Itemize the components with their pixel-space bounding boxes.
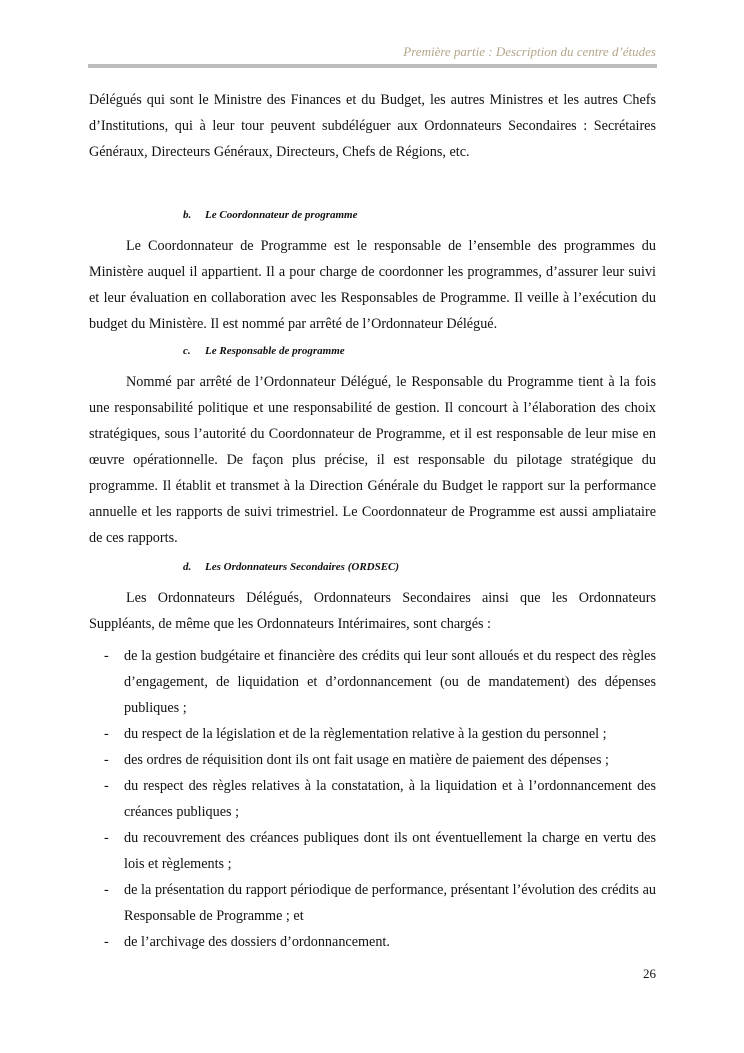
page-body — [89, 87, 656, 955]
list-item — [89, 877, 656, 929]
section-title: Le Coordonnateur de programme — [205, 209, 358, 221]
section-letter: b. — [183, 209, 192, 221]
section-paragraph-coordonnateur: Le Coordonnateur de Programme est le responsable de l’ensemble des programmes du Ministère auquel il appartient. Il a pour charge de coordonner les programmes, d’assurer leur suivi et leur évaluation en collaboration avec les Responsables de Programme. Il veille à l’exécution du budget du Ministère. Il est nommé par arrêté de l’Ordonnateur Délégué. — [89, 238, 656, 332]
list-item-text: de la gestion budgétaire et financière des crédits qui leur sont alloués et du respect des règles d’engagement, de liquidation et d’ordonnancement (ou de mandatement) des dépenses publiques ; — [124, 648, 656, 716]
intro-paragraph: Délégués qui sont le Ministre des Finances et du Budget, les autres Ministres et les autres Chefs d’Institutions, qui à leur tour peuvent subdéléguer aux Ordonnateurs Secondaires : Secrétaires Généraux, Directeurs Généraux, Directeurs, Chefs de Régions, etc. — [89, 92, 656, 160]
list-item-text: du respect des règles relatives à la constatation, à la liquidation et à l’ordonnancement des créances publiques ; — [124, 778, 656, 820]
list-item-text: du recouvrement des créances publiques dont ils ont éventuellement la charge en vertu des lois et règlements ; — [124, 830, 656, 872]
running-header: Première partie : Description du centre d’études — [403, 44, 656, 59]
section-heading-responsable — [89, 342, 656, 360]
list-item — [89, 747, 656, 773]
list-item-text: du respect de la législation et de la règlementation relative à la gestion du personnel ; — [124, 726, 607, 742]
list-bullet: - — [104, 752, 109, 768]
list-bullet: - — [104, 726, 109, 742]
section-letter: d. — [183, 561, 192, 573]
section-heading-ordsec — [89, 558, 656, 576]
list-item — [89, 721, 656, 747]
page-number: 26 — [643, 966, 656, 981]
list-bullet: - — [104, 648, 109, 664]
section-letter: c. — [183, 345, 191, 357]
list-item — [89, 773, 656, 825]
list-item — [89, 929, 656, 955]
list-bullet: - — [104, 778, 109, 794]
section-title: Les Ordonnateurs Secondaires (ORDSEC) — [205, 561, 400, 573]
list-item-text: des ordres de réquisition dont ils ont fait usage en matière de paiement des dépenses ; — [124, 752, 609, 768]
list-item-text: de la présentation du rapport périodique de performance, présentant l’évolution des crédits au Responsable de Programme ; et — [124, 882, 656, 924]
header-rule — [88, 64, 657, 68]
list-bullet: - — [104, 830, 109, 846]
list-bullet: - — [104, 934, 109, 950]
list-item — [89, 825, 656, 877]
responsibilities-list — [89, 643, 656, 955]
list-item-text: de l’archivage des dossiers d’ordonnancement. — [124, 934, 390, 950]
list-item — [89, 643, 656, 721]
section-heading-coordonnateur — [89, 206, 656, 224]
section-paragraph-responsable: Nommé par arrêté de l’Ordonnateur Délégué, le Responsable du Programme tient à la fois une responsabilité politique et une responsabilité de gestion. Il concourt à l’élaboration des choix stratégiques, sous l’autorité du Coordonnateur de Programme, et il est responsable de leur mise en œuvre opérationnelle. De façon plus précise, il est responsable du pilotage stratégique du programme. Il établit et transmet à la Direction Générale du Budget le rapport sur la performance annuelle et les rapports de suivi trimestriel. Le Coordonnateur de Programme est aussi ampliataire de ces rapports. — [89, 374, 656, 546]
list-bullet: - — [104, 882, 109, 898]
section-paragraph-ordsec: Les Ordonnateurs Délégués, Ordonnateurs Secondaires ainsi que les Ordonnateurs Suppléants, de même que les Ordonnateurs Intérimaires, sont chargés : — [89, 590, 656, 632]
section-title: Le Responsable de programme — [205, 345, 345, 357]
